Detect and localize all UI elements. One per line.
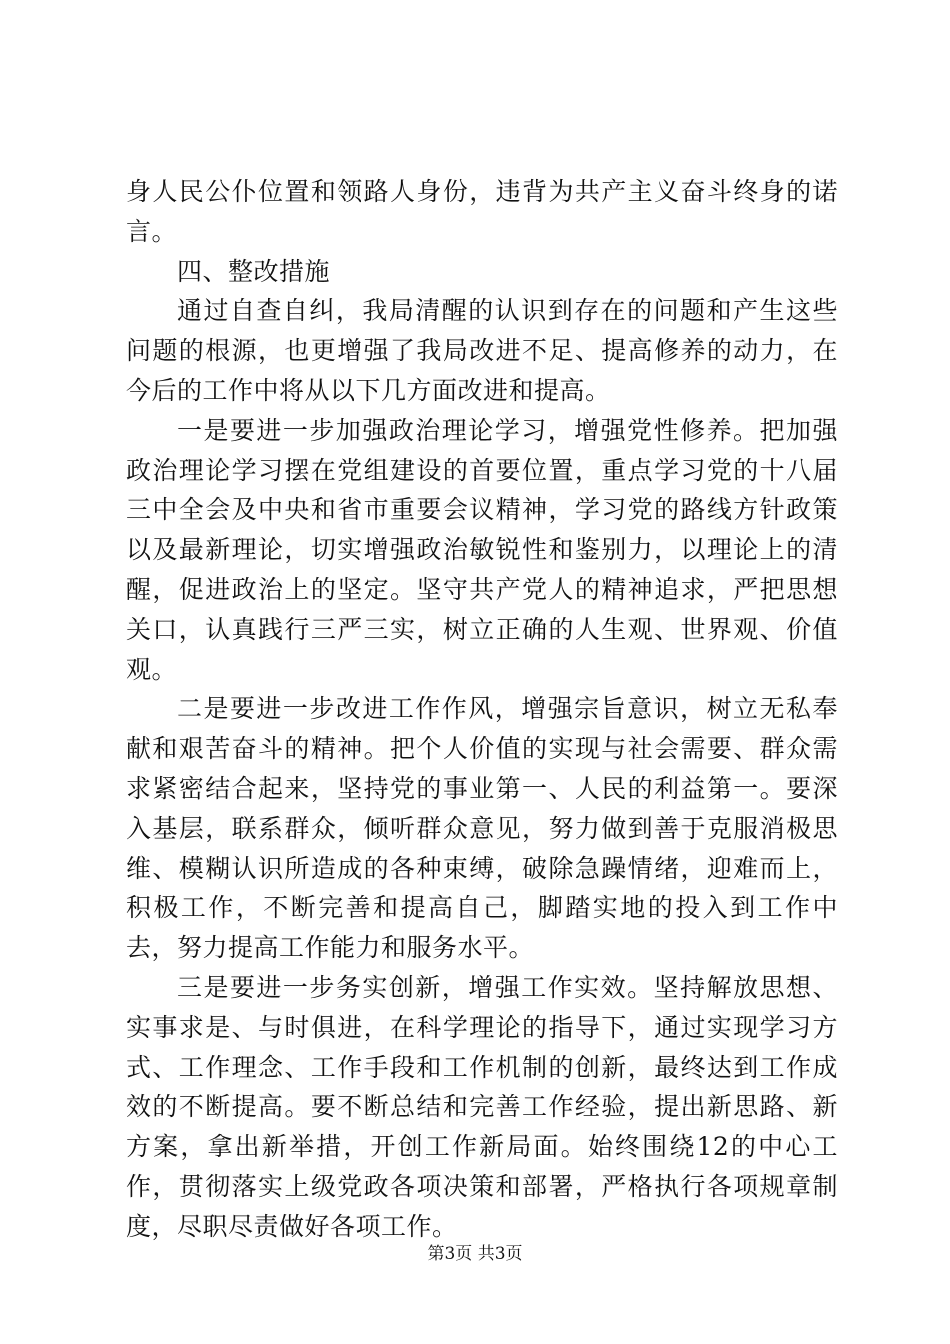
paragraph-measure-3: 三是要进一步务实创新，增强工作实效。坚持解放思想、实事求是、与时俱进，在科学理论的指导下，通过实现学习方式、工作理念、工作手段和工作机制的创新，最终达到工作成效的不断提高。要不断总结和完善工作经验，提出新思路、新方案，拿出新举措，开创工作新局面。始终围绕12的中心工作，贯彻落实上级党政各项决策和部署，严格执行各项规章制度，尽职尽责做好各项工作。 — [126, 972, 838, 1241]
paragraph-measure-2: 二是要进一步改进工作作风，增强宗旨意识，树立无私奉献和艰苦奋斗的精神。把个人价值的实现与社会需要、群众需求紧密结合起来，坚持党的事业第一、人民的利益第一。要深入基层，联系群众，倾听群众意见，努力做到善于克服消极思维、模糊认识所造成的各种束缚，破除急躁情绪，迎难而上，积极工作，不断完善和提高自己，脚踏实地的投入到工作中去，努力提高工作能力和服务水平。 — [126, 694, 838, 963]
paragraph-measure-1: 一是要进一步加强政治理论学习，增强党性修养。把加强政治理论学习摆在党组建设的首要位置，重点学习党的十八届三中全会及中央和省市重要会议精神，学习党的路线方针政策以及最新理论，切实增强政治敏锐性和鉴别力，以理论上的清醒，促进政治上的坚定。坚守共产党人的精神追求，严把思想关口，认真践行三严三实，树立正确的人生观、世界观、价值观。 — [126, 415, 838, 684]
document-body — [126, 172, 838, 1247]
paragraph-continuation: 身人民公仆位置和领路人身份，违背为共产主义奋斗终身的诺言。 — [126, 177, 838, 246]
paragraph-intro: 通过自查自纠，我局清醒的认识到存在的问题和产生这些问题的根源，也更增强了我局改进不足、提高修养的动力，在今后的工作中将从以下几方面改进和提高。 — [126, 296, 838, 405]
section-heading: 四、整改措施 — [177, 256, 331, 286]
page-footer: 第3页 共3页 — [427, 1244, 523, 1264]
